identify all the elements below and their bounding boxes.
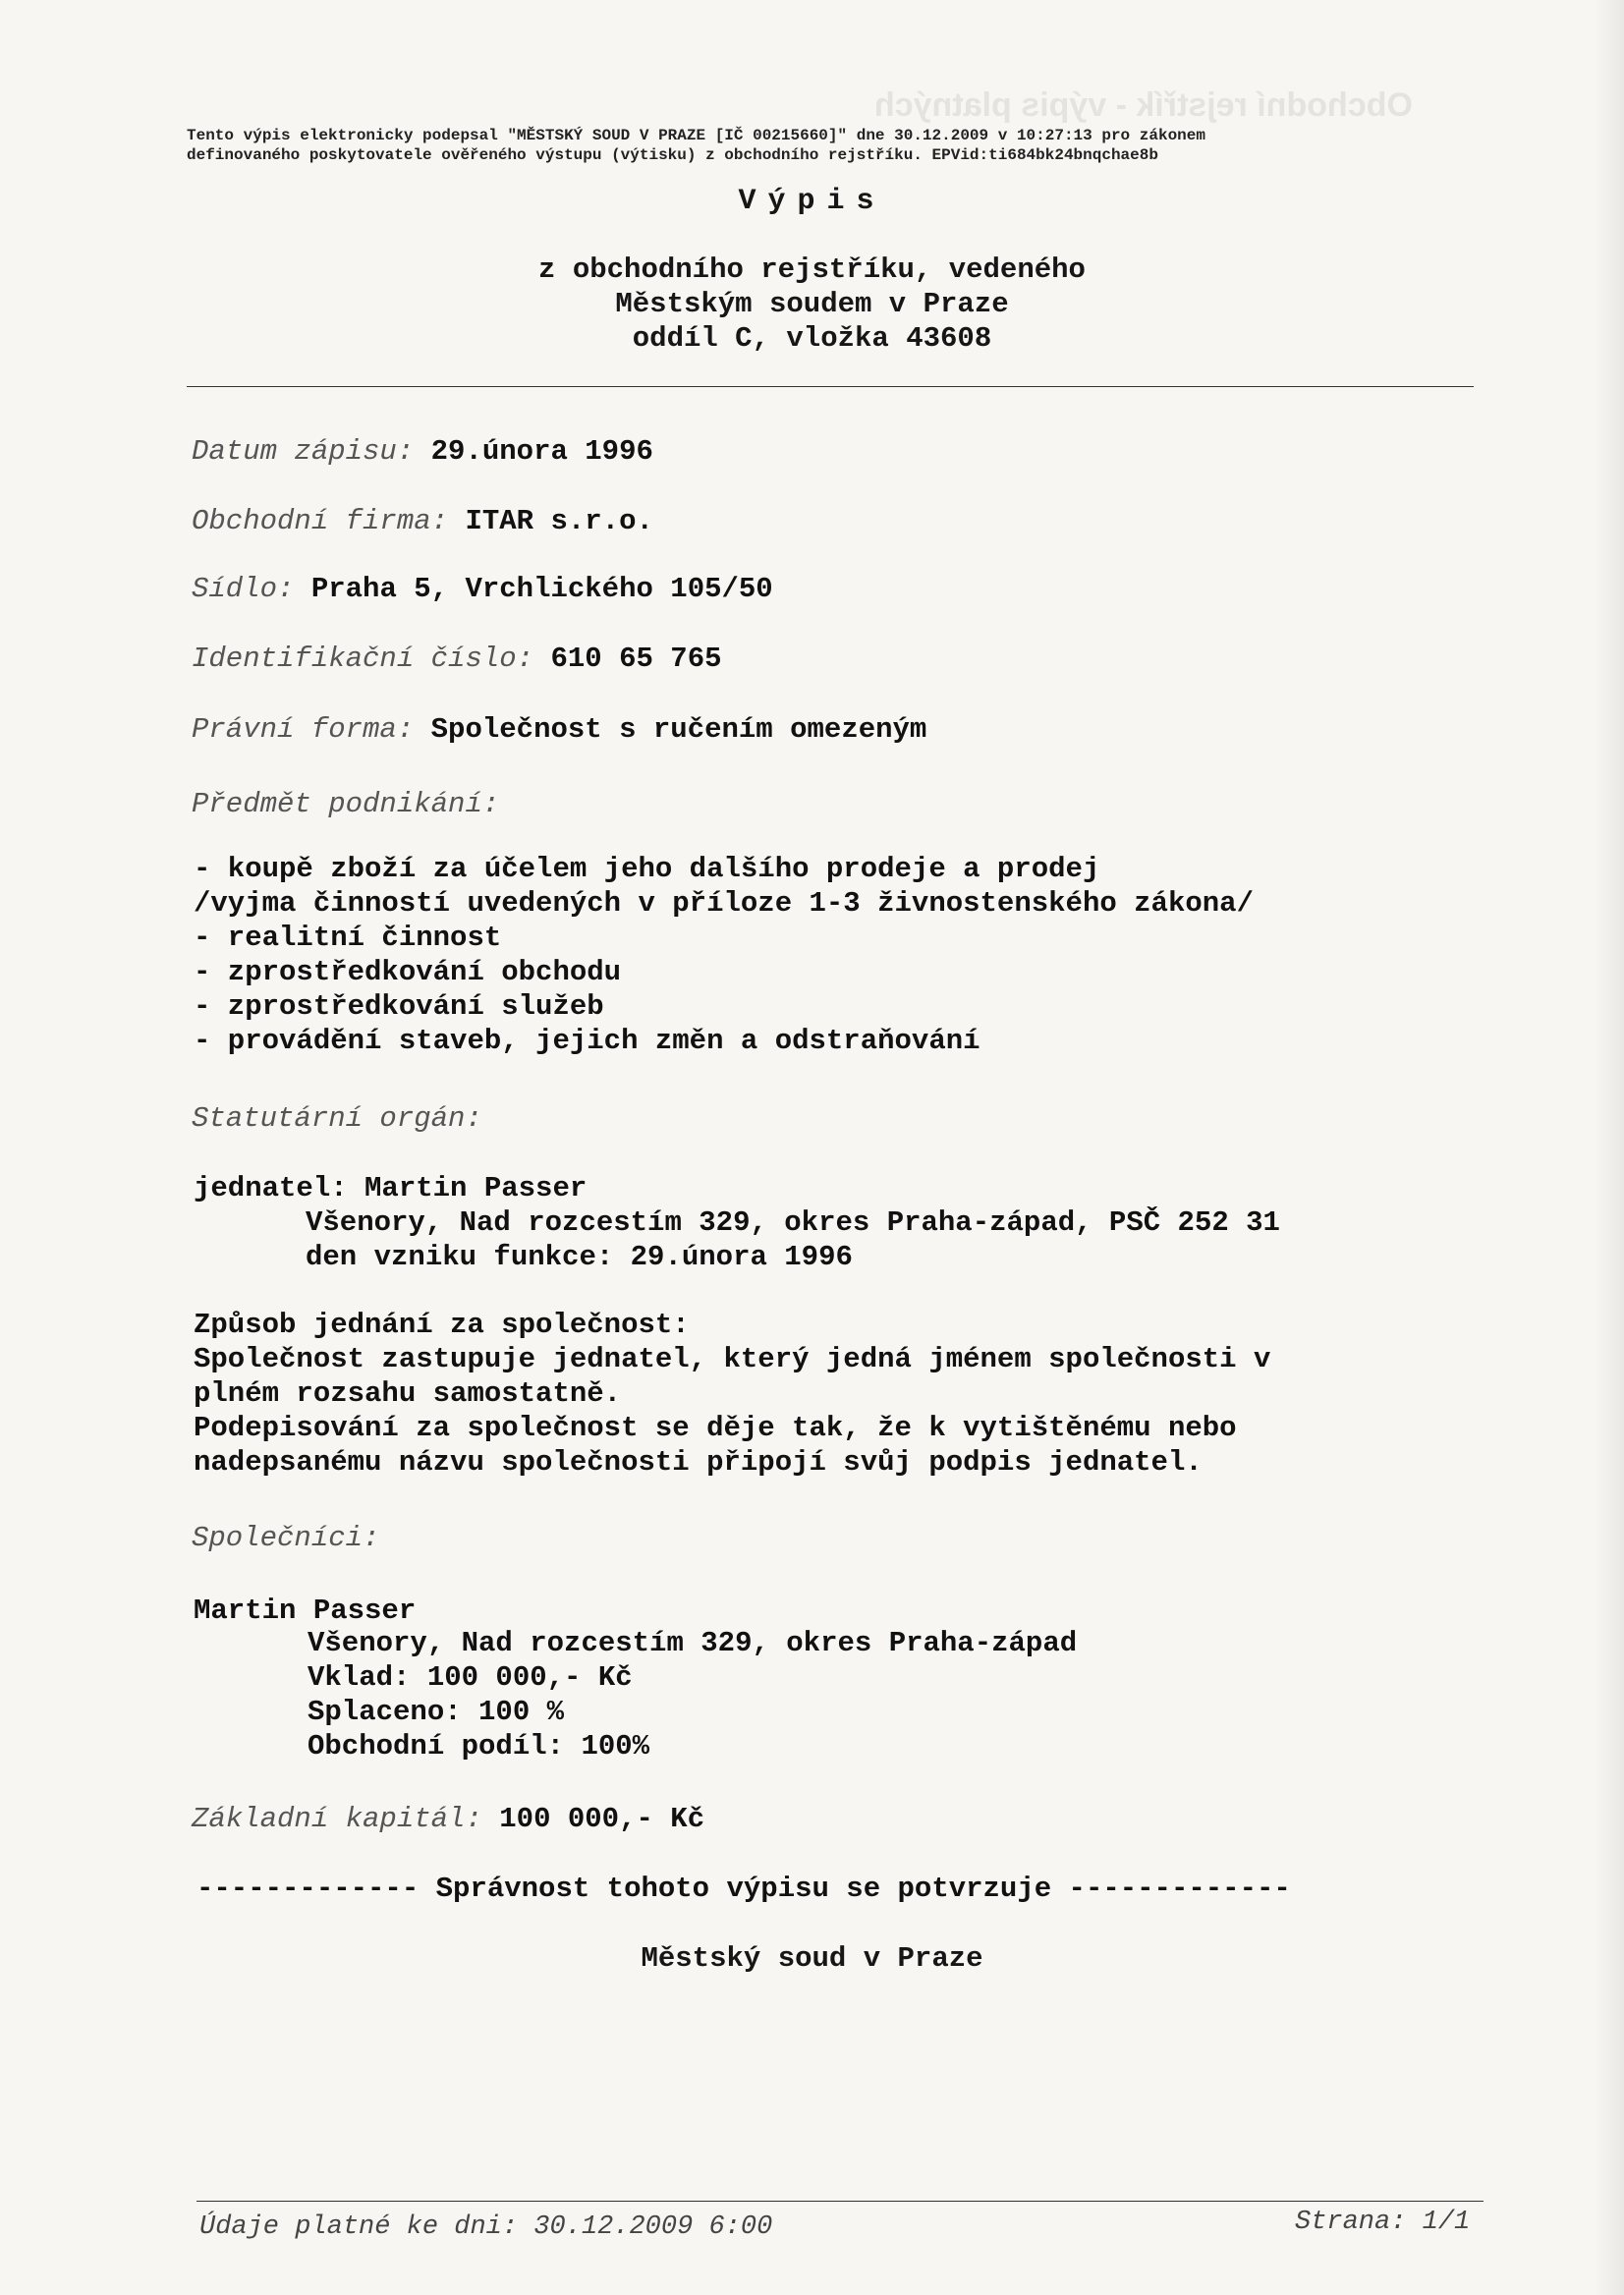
section-statutarni <box>192 1102 482 1135</box>
confirmation-line: ------------- Správnost tohoto výpisu se potvrzuje ------------- <box>196 1873 1291 1905</box>
predmet-line: /vyjma činností uvedených v příloze 1-3 živnostenského zákona/ <box>194 887 1254 920</box>
field-label: Obchodní firma: <box>192 505 449 537</box>
signature-notice-line: Tento výpis elektronicky podepsal "MĚSTSKÝ SOUD V PRAZE [IČ 00215660]" dne 30.12.2009 v 10:27:13 pro zákonem <box>187 127 1205 144</box>
zpusob-line: plném rozsahu samostatně. <box>194 1377 622 1410</box>
section-label: Statutární orgán: <box>192 1102 482 1135</box>
section-label: Společníci: <box>192 1522 380 1554</box>
field-datum-zapisu <box>192 435 653 468</box>
field-value: Společnost s ručením omezeným <box>430 713 927 746</box>
field-value: 29.února 1996 <box>430 435 653 468</box>
zpusob-line: Společnost zastupuje jednatel, který jedná jménem společnosti v <box>194 1343 1271 1375</box>
spolecnik-name: Martin Passer <box>194 1595 417 1627</box>
field-label: Datum zápisu: <box>192 435 415 468</box>
field-sidlo <box>192 573 773 605</box>
field-label: Právní forma: <box>192 713 415 746</box>
court-name: Městský soud v Praze <box>641 1942 983 1975</box>
footer-divider <box>196 2201 1484 2202</box>
subtitle-line: oddíl C, vložka 43608 <box>632 322 992 355</box>
zpusob-line: nadepsanému názvu společnosti připojí svůj podpis jednatel. <box>194 1446 1203 1479</box>
spolecnik-splaceno: Splaceno: 100 % <box>308 1696 565 1728</box>
jednatel-address: Všenory, Nad rozcestím 329, okres Praha-západ, PSČ 252 31 <box>306 1206 1280 1239</box>
jednatel-vznik: den vzniku funkce: 29.února 1996 <box>306 1241 853 1273</box>
document-title: Výpis <box>738 185 886 218</box>
jednatel-name: jednatel: Martin Passer <box>194 1172 588 1204</box>
zpusob-line: Podepisování za společnost se děje tak, že k vytištěnému nebo <box>194 1412 1237 1444</box>
predmet-line: - zprostředkování služeb <box>194 990 604 1023</box>
field-value: Praha 5, Vrchlického 105/50 <box>310 573 773 605</box>
field-ico <box>192 643 722 675</box>
predmet-line: - koupě zboží za účelem jeho dalšího prodeje a prodej <box>194 853 1100 885</box>
spolecnik-vklad: Vklad: 100 000,- Kč <box>308 1661 633 1694</box>
field-label: Základní kapitál: <box>192 1803 482 1835</box>
field-zakladni-kapital <box>192 1803 704 1835</box>
footer-valid-date: Údaje platné ke dni: 30.12.2009 6:00 <box>199 2212 773 2242</box>
spolecnik-address: Všenory, Nad rozcestím 329, okres Praha-západ <box>308 1627 1078 1659</box>
signature-notice-line: definovaného poskytovatele ověřeného výstupu (výtisku) z obchodního rejstříku. EPVid:ti684bk24bnqchae8b <box>187 146 1158 164</box>
field-value: 100 000,- Kč <box>499 1803 705 1835</box>
predmet-line: - provádění staveb, jejich změn a odstraňování <box>194 1025 980 1057</box>
spolecnik-podil: Obchodní podíl: 100% <box>308 1730 650 1763</box>
predmet-line: - realitní činnost <box>194 922 502 954</box>
field-value: ITAR s.r.o. <box>465 505 653 537</box>
footer-page-number: Strana: 1/1 <box>1295 2208 1471 2237</box>
section-predmet <box>192 788 499 820</box>
predmet-line: - zprostředkování obchodu <box>194 956 622 988</box>
header-divider <box>187 386 1474 387</box>
ghost-show-through-text: Obchodní rejstřík - výpis platných <box>874 86 1413 124</box>
subtitle-line: z obchodního rejstříku, vedeného <box>538 253 1086 286</box>
section-spolecnici <box>192 1522 379 1554</box>
field-pravni-forma <box>192 713 926 746</box>
subtitle-line: Městským soudem v Praze <box>615 288 1009 320</box>
field-label: Sídlo: <box>192 573 295 605</box>
field-label: Identifikační číslo: <box>192 643 534 675</box>
field-obchodni-firma <box>192 505 653 537</box>
field-value: 610 65 765 <box>550 643 722 675</box>
zpusob-title: Způsob jednání za společnost: <box>194 1309 690 1341</box>
section-label: Předmět podnikání: <box>192 788 500 820</box>
electronic-signature-notice <box>187 126 1464 165</box>
